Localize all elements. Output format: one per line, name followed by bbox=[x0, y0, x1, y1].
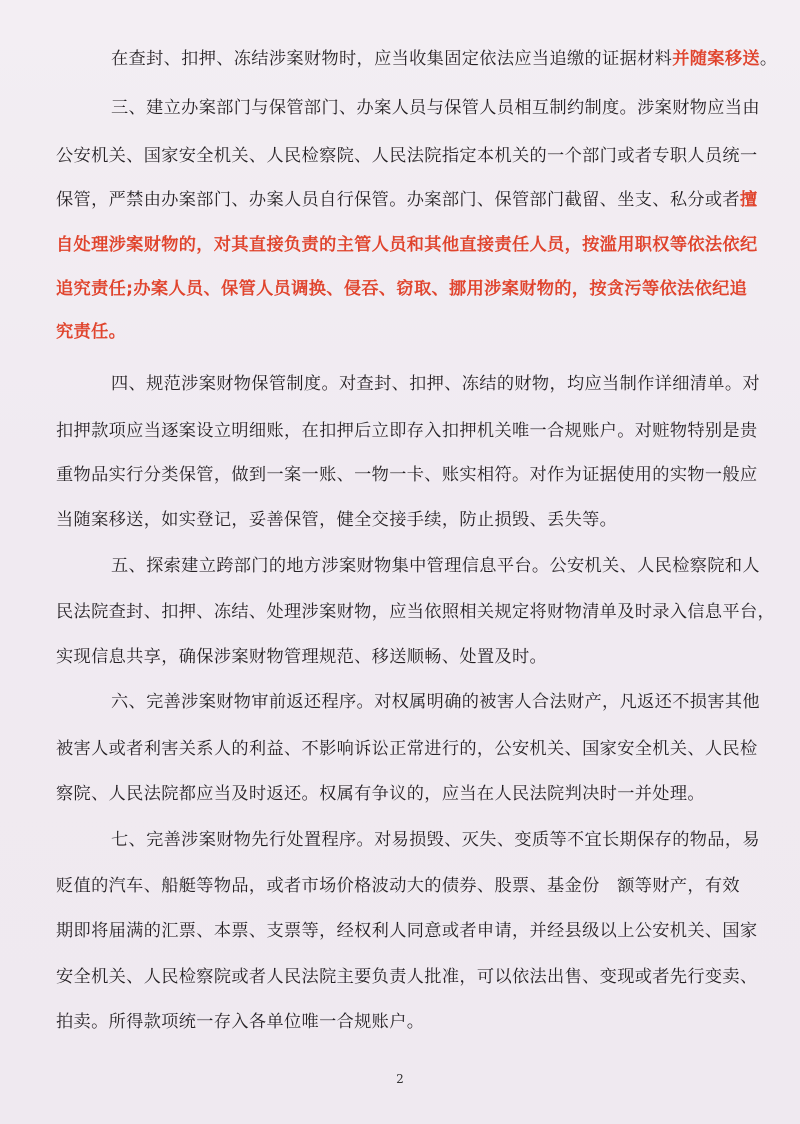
page-number: 2 bbox=[396, 1072, 404, 1086]
paragraph-3-line-5: 追究责任;办案人员、保管人员调换、侵吞、窃取、挪用涉案财物的，按贪污等依法依纪追 bbox=[56, 279, 748, 299]
highlighted-text: 擅 bbox=[739, 190, 758, 210]
highlighted-text: 并随案移送 bbox=[672, 49, 760, 69]
paragraph-4-line-4: 当随案移送，如实登记，妥善保管，健全交接手续，防止损毁、丢失等。 bbox=[56, 510, 618, 530]
paragraph-5-line-2: 民法院查封、扣押、冻结、处理涉案财物，应当依照相关规定将财物清单及时录入信息平台， bbox=[56, 602, 776, 622]
paragraph-7-line-3: 期即将届满的汇票、本票、支票等，经权利人同意或者申请，并经县级以上公安机关、国家 bbox=[56, 921, 758, 941]
paragraph-3-line-3 bbox=[56, 188, 758, 212]
text-line: 。 bbox=[759, 49, 778, 69]
paragraph-continuation bbox=[111, 47, 777, 71]
paragraph-4-line-2: 扣押款项应当逐案设立明细账，在扣押后立即存入扣押机关唯一合规账户。对赃物特别是贵 bbox=[56, 421, 758, 441]
paragraph-6-line-3: 察院、人民法院都应当及时返还。权属有争议的，应当在人民法院判决时一并处理。 bbox=[56, 784, 705, 804]
paragraph-4-line-1: 四、规范涉案财物保管制度。对查封、扣押、冻结的财物，均应当制作详细清单。对 bbox=[111, 374, 760, 394]
paragraph-4-line-3: 重物品实行分类保管，做到一案一账、一物一卡、账实相符。对作为证据使用的实物一般应 bbox=[56, 465, 758, 485]
paragraph-6-line-1: 六、完善涉案财物审前返还程序。对权属明确的被害人合法财产，凡返还不损害其他 bbox=[111, 692, 760, 712]
paragraph-5-line-1: 五、探索建立跨部门的地方涉案财物集中管理信息平台。公安机关、人民检察院和人 bbox=[111, 556, 760, 576]
paragraph-7-line-1: 七、完善涉案财物先行处置程序。对易损毁、灭失、变质等不宜长期保存的物品，易 bbox=[111, 830, 760, 850]
paragraph-5-line-3: 实现信息共享，确保涉案财物管理规范、移送顺畅、处置及时。 bbox=[56, 647, 548, 667]
paragraph-7-line-4: 安全机关、人民检察院或者人民法院主要负责人批准，可以依法出售、变现或者先行变卖、 bbox=[56, 967, 758, 987]
paragraph-7-line-2: 贬值的汽车、船艇等物品，或者市场价格波动大的债券、股票、基金份 额等财产，有效 bbox=[56, 876, 740, 896]
paragraph-7-line-5: 拍卖。所得款项统一存入各单位唯一合规账户。 bbox=[56, 1012, 425, 1032]
paragraph-3-line-1: 三、建立办案部门与保管部门、办案人员与保管人员相互制约制度。涉案财物应当由 bbox=[111, 98, 760, 118]
paragraph-3-line-6: 究责任。 bbox=[56, 322, 127, 342]
text-line: 在查封、扣押、冻结涉案财物时，应当收集固定依法应当追缴的证据材料 bbox=[111, 49, 673, 69]
paragraph-6-line-2: 被害人或者利害关系人的利益、不影响诉讼正常进行的，公安机关、国家安全机关、人民检 bbox=[56, 739, 758, 759]
paragraph-3-line-2: 公安机关、国家安全机关、人民检察院、人民法院指定本机关的一个部门或者专职人员统一 bbox=[56, 146, 758, 166]
text-line: 保管，严禁由办案部门、办案人员自行保管。办案部门、保管部门截留、坐支、私分或者 bbox=[56, 190, 740, 210]
paragraph-3-line-4: 自处理涉案财物的，对其直接负责的主管人员和其他直接责任人员，按滥用职权等依法依纪 bbox=[56, 235, 758, 255]
